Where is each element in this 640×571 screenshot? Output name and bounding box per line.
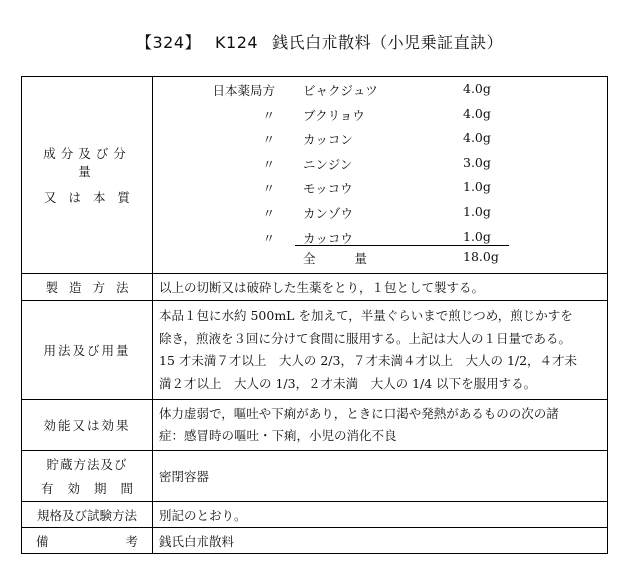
ingredient-amount: 3.0g <box>463 154 491 170</box>
ingredient-row <box>153 229 607 251</box>
ingredient-list <box>153 77 607 273</box>
remarks-label: 備 考 <box>22 528 153 554</box>
spec-table <box>21 76 608 554</box>
ingredient-name: カッコン <box>303 132 353 148</box>
total-row <box>153 249 607 271</box>
ingredient-name: モッコウ <box>303 181 353 197</box>
ingredients-label-line2: 又は本質 <box>43 190 142 205</box>
ingredient-amount: 1.0g <box>463 204 491 219</box>
ingredient-source: 〃 <box>262 156 275 172</box>
ingredient-row <box>153 81 607 103</box>
test-methods-label: 規格及び試験方法 <box>22 502 153 528</box>
storage-label <box>22 451 153 502</box>
ingredient-row <box>153 204 607 226</box>
title-name: 銭氏白朮散料（小児乗証直訣） <box>272 33 504 52</box>
efficacy-row <box>22 400 608 451</box>
usage-line: 除き，煎液を３回に分けて食間に服用する。上記は大人の１日量である。 <box>159 330 572 346</box>
usage-label: 用法及び用量 <box>22 301 153 400</box>
test-methods-text: 別記のとおり。 <box>153 502 608 528</box>
ingredient-source: 〃 <box>262 132 275 148</box>
ingredient-amount: 4.0g <box>463 130 491 146</box>
ingredient-source: 〃 <box>262 107 275 123</box>
efficacy-text <box>153 400 608 451</box>
ingredient-row <box>153 179 607 201</box>
ingredient-name: カンゾウ <box>303 206 354 221</box>
efficacy-line: 体力虚弱で，嘔吐や下痢があり，ときに口渇や発熱があるものの次の諸 <box>159 406 559 421</box>
storage-text: 密閉容器 <box>153 451 608 502</box>
ingredient-row <box>153 130 607 152</box>
ingredient-source: 〃 <box>262 206 275 221</box>
usage-text <box>153 301 608 400</box>
usage-row <box>22 301 608 400</box>
remarks-row <box>22 528 608 554</box>
storage-label-line1: 貯蔵方法及び <box>46 457 128 472</box>
manufacturing-row <box>22 274 608 301</box>
ingredient-name: ビャクジュツ <box>303 83 378 98</box>
ingredients-row <box>22 77 608 274</box>
ingredients-label <box>22 77 153 274</box>
ingredient-source: 日本薬局方 <box>212 83 275 98</box>
storage-label-line2: 有効期間 <box>40 481 147 496</box>
test-methods-row <box>22 502 608 528</box>
ingredient-row <box>153 155 607 177</box>
ingredient-amount: 4.0g <box>463 81 491 96</box>
remarks-text: 銭氏白朮散料 <box>153 528 608 554</box>
ingredient-name: ブクリョウ <box>303 107 365 123</box>
ingredient-row <box>153 106 607 128</box>
title-code: K124 <box>215 33 259 52</box>
title-number: 【324】 <box>136 33 202 52</box>
ingredients-label-line1: 成分及び分量 <box>43 146 131 179</box>
document-title <box>136 30 503 53</box>
ingredient-amount: 1.0g <box>463 179 491 195</box>
ingredient-amount: 1.0g <box>463 228 491 244</box>
usage-line: 本品１包に水約 500mL を加えて，半量ぐらいまで煎じつめ，煎じかすを <box>159 308 573 323</box>
ingredient-name: ニンジン <box>303 156 353 172</box>
storage-row <box>22 451 608 502</box>
total-label: 全 量 <box>303 251 367 266</box>
efficacy-line: 症：感冒時の嘔吐・下痢，小児の消化不良 <box>159 428 397 443</box>
ingredient-name: カッコウ <box>303 230 353 246</box>
ingredients-cell <box>153 77 608 274</box>
ingredient-source: 〃 <box>262 181 275 197</box>
manufacturing-label: 製造方法 <box>22 274 153 301</box>
ingredient-source: 〃 <box>262 230 275 246</box>
manufacturing-text: 以上の切断又は破砕した生薬をとり，１包として製する。 <box>153 274 608 301</box>
total-amount: 18.0g <box>463 249 499 264</box>
usage-line: 満２才以上 大人の 1/3，２才未満 大人の 1/4 以下を服用する。 <box>159 375 537 391</box>
efficacy-label: 効能又は効果 <box>22 400 153 451</box>
usage-line: 15 才未満７才以上 大人の 2/3，７才未満４才以上 大人の 1/2，４才未 <box>159 353 578 368</box>
ingredient-amount: 4.0g <box>463 105 491 121</box>
